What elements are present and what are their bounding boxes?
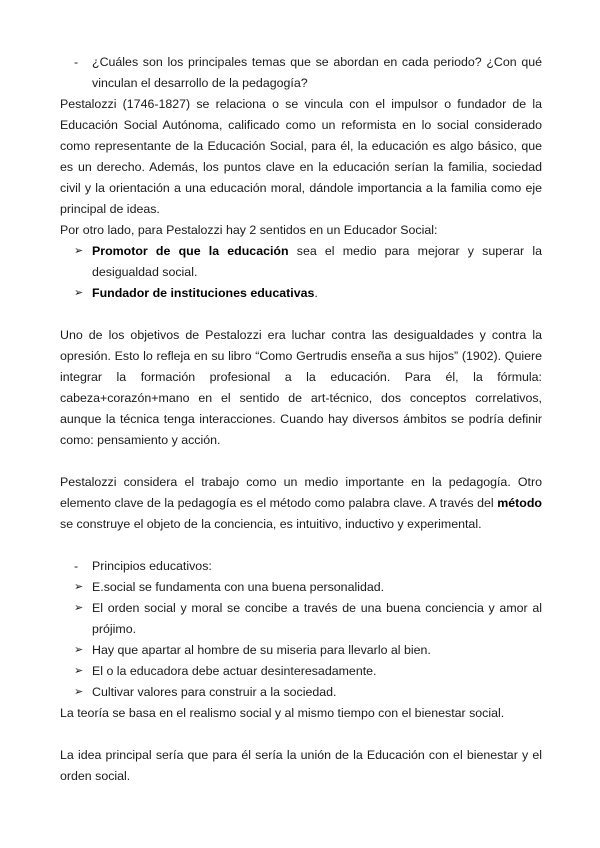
principle-text: Cultivar valores para construir a la sociedad. <box>92 685 337 699</box>
principle-item <box>60 682 542 703</box>
principle-text: Hay que apartar al hombre de su miseria para llevarlo al bien. <box>92 643 431 657</box>
paragraph-theory: La teoría se basa en el realismo social y al mismo tiempo con el bienestar social. <box>60 706 505 720</box>
dash-bullet: - <box>74 55 79 69</box>
arrow-bullet-icon: ➢ <box>74 644 84 656</box>
intro-question <box>60 52 542 94</box>
spacer <box>60 535 542 556</box>
arrow-bullet-icon: ➢ <box>74 245 84 257</box>
principle-text: El orden social y moral se concibe a través de una buena conciencia y amor al prójimo. <box>92 601 542 636</box>
sense-rest-text: sea el medio para mejorar y superar la desigualdad social. <box>92 244 543 279</box>
principles-heading <box>60 556 542 577</box>
principle-item <box>60 577 542 598</box>
principles-heading-text: Principios educativos: <box>92 559 212 573</box>
principle-text: El o la educadora debe actuar desinteresadamente. <box>92 664 377 678</box>
spacer <box>60 451 542 472</box>
sense-item-fundador <box>60 283 542 304</box>
principle-item <box>60 661 542 682</box>
paragraph-two-senses: Por otro lado, para Pestalozzi hay 2 sentidos en un Educador Social: <box>60 223 438 237</box>
paragraph-method <box>60 472 542 535</box>
dash-bullet: - <box>74 559 79 573</box>
arrow-bullet-icon: ➢ <box>74 665 84 677</box>
method-text-after: se construye el objeto de la conciencia, es intuitivo, inductivo y experimental. <box>60 517 482 531</box>
principle-item <box>60 598 542 640</box>
method-bold-word: método <box>497 496 542 510</box>
principle-text: E.social se fundamenta con una buena personalidad. <box>92 580 385 594</box>
arrow-bullet-icon: ➢ <box>74 686 84 698</box>
paragraph-main-idea: La idea principal sería que para él sería la unión de la Educación con el bienestar y el orden social. <box>60 748 542 783</box>
intro-question-text: ¿Cuáles son los principales temas que se abordan en cada periodo? ¿Con qué vinculan el desarrollo de la pedagogía? <box>92 55 542 90</box>
paragraph-pestalozzi-intro: Pestalozzi (1746-1827) se relaciona o se vincula con el impulsor o fundador de la Educación Social Autónoma, calificado como un reformista en lo social considerado como representante de la Educación Social, para él, la educación es algo básico, que es un derecho. Además, los puntos clave en la educación serían la familia, sociedad civil y la orientación a una educación moral, dándole importancia a la familia como eje principal de ideas. <box>60 97 542 216</box>
paragraph-objectives: Uno de los objetivos de Pestalozzi era luchar contra las desigualdades y contra la opresión. Esto lo refleja en su libro “Como Gertrudis enseña a sus hijos” (1902). Quiere integrar la formación profesional a la educación. Para él, la fórmula: cabeza+corazón+mano en el sentido de art-técnico, dos conceptos correlativos, aunque la técnica tenga interacciones. Cuando hay diversos ámbitos se podría definir como: pensamiento y acción. <box>60 328 542 447</box>
sense-bold-text: Promotor de que la educación <box>92 244 289 258</box>
method-text-before: Pestalozzi considera el trabajo como un medio importante en la pedagogía. Otro elemento clave de la pedagogía es el método como palabra clave. A través del <box>60 475 542 510</box>
arrow-bullet-icon: ➢ <box>74 287 84 299</box>
principle-item <box>60 640 542 661</box>
document-page <box>60 52 542 787</box>
sense-item-promotor <box>60 241 542 283</box>
arrow-bullet-icon: ➢ <box>74 581 84 593</box>
spacer <box>60 304 542 325</box>
sense-rest-text: . <box>314 286 318 300</box>
spacer <box>60 724 542 745</box>
sense-bold-text: Fundador de instituciones educativas <box>92 286 315 300</box>
arrow-bullet-icon: ➢ <box>74 602 84 614</box>
